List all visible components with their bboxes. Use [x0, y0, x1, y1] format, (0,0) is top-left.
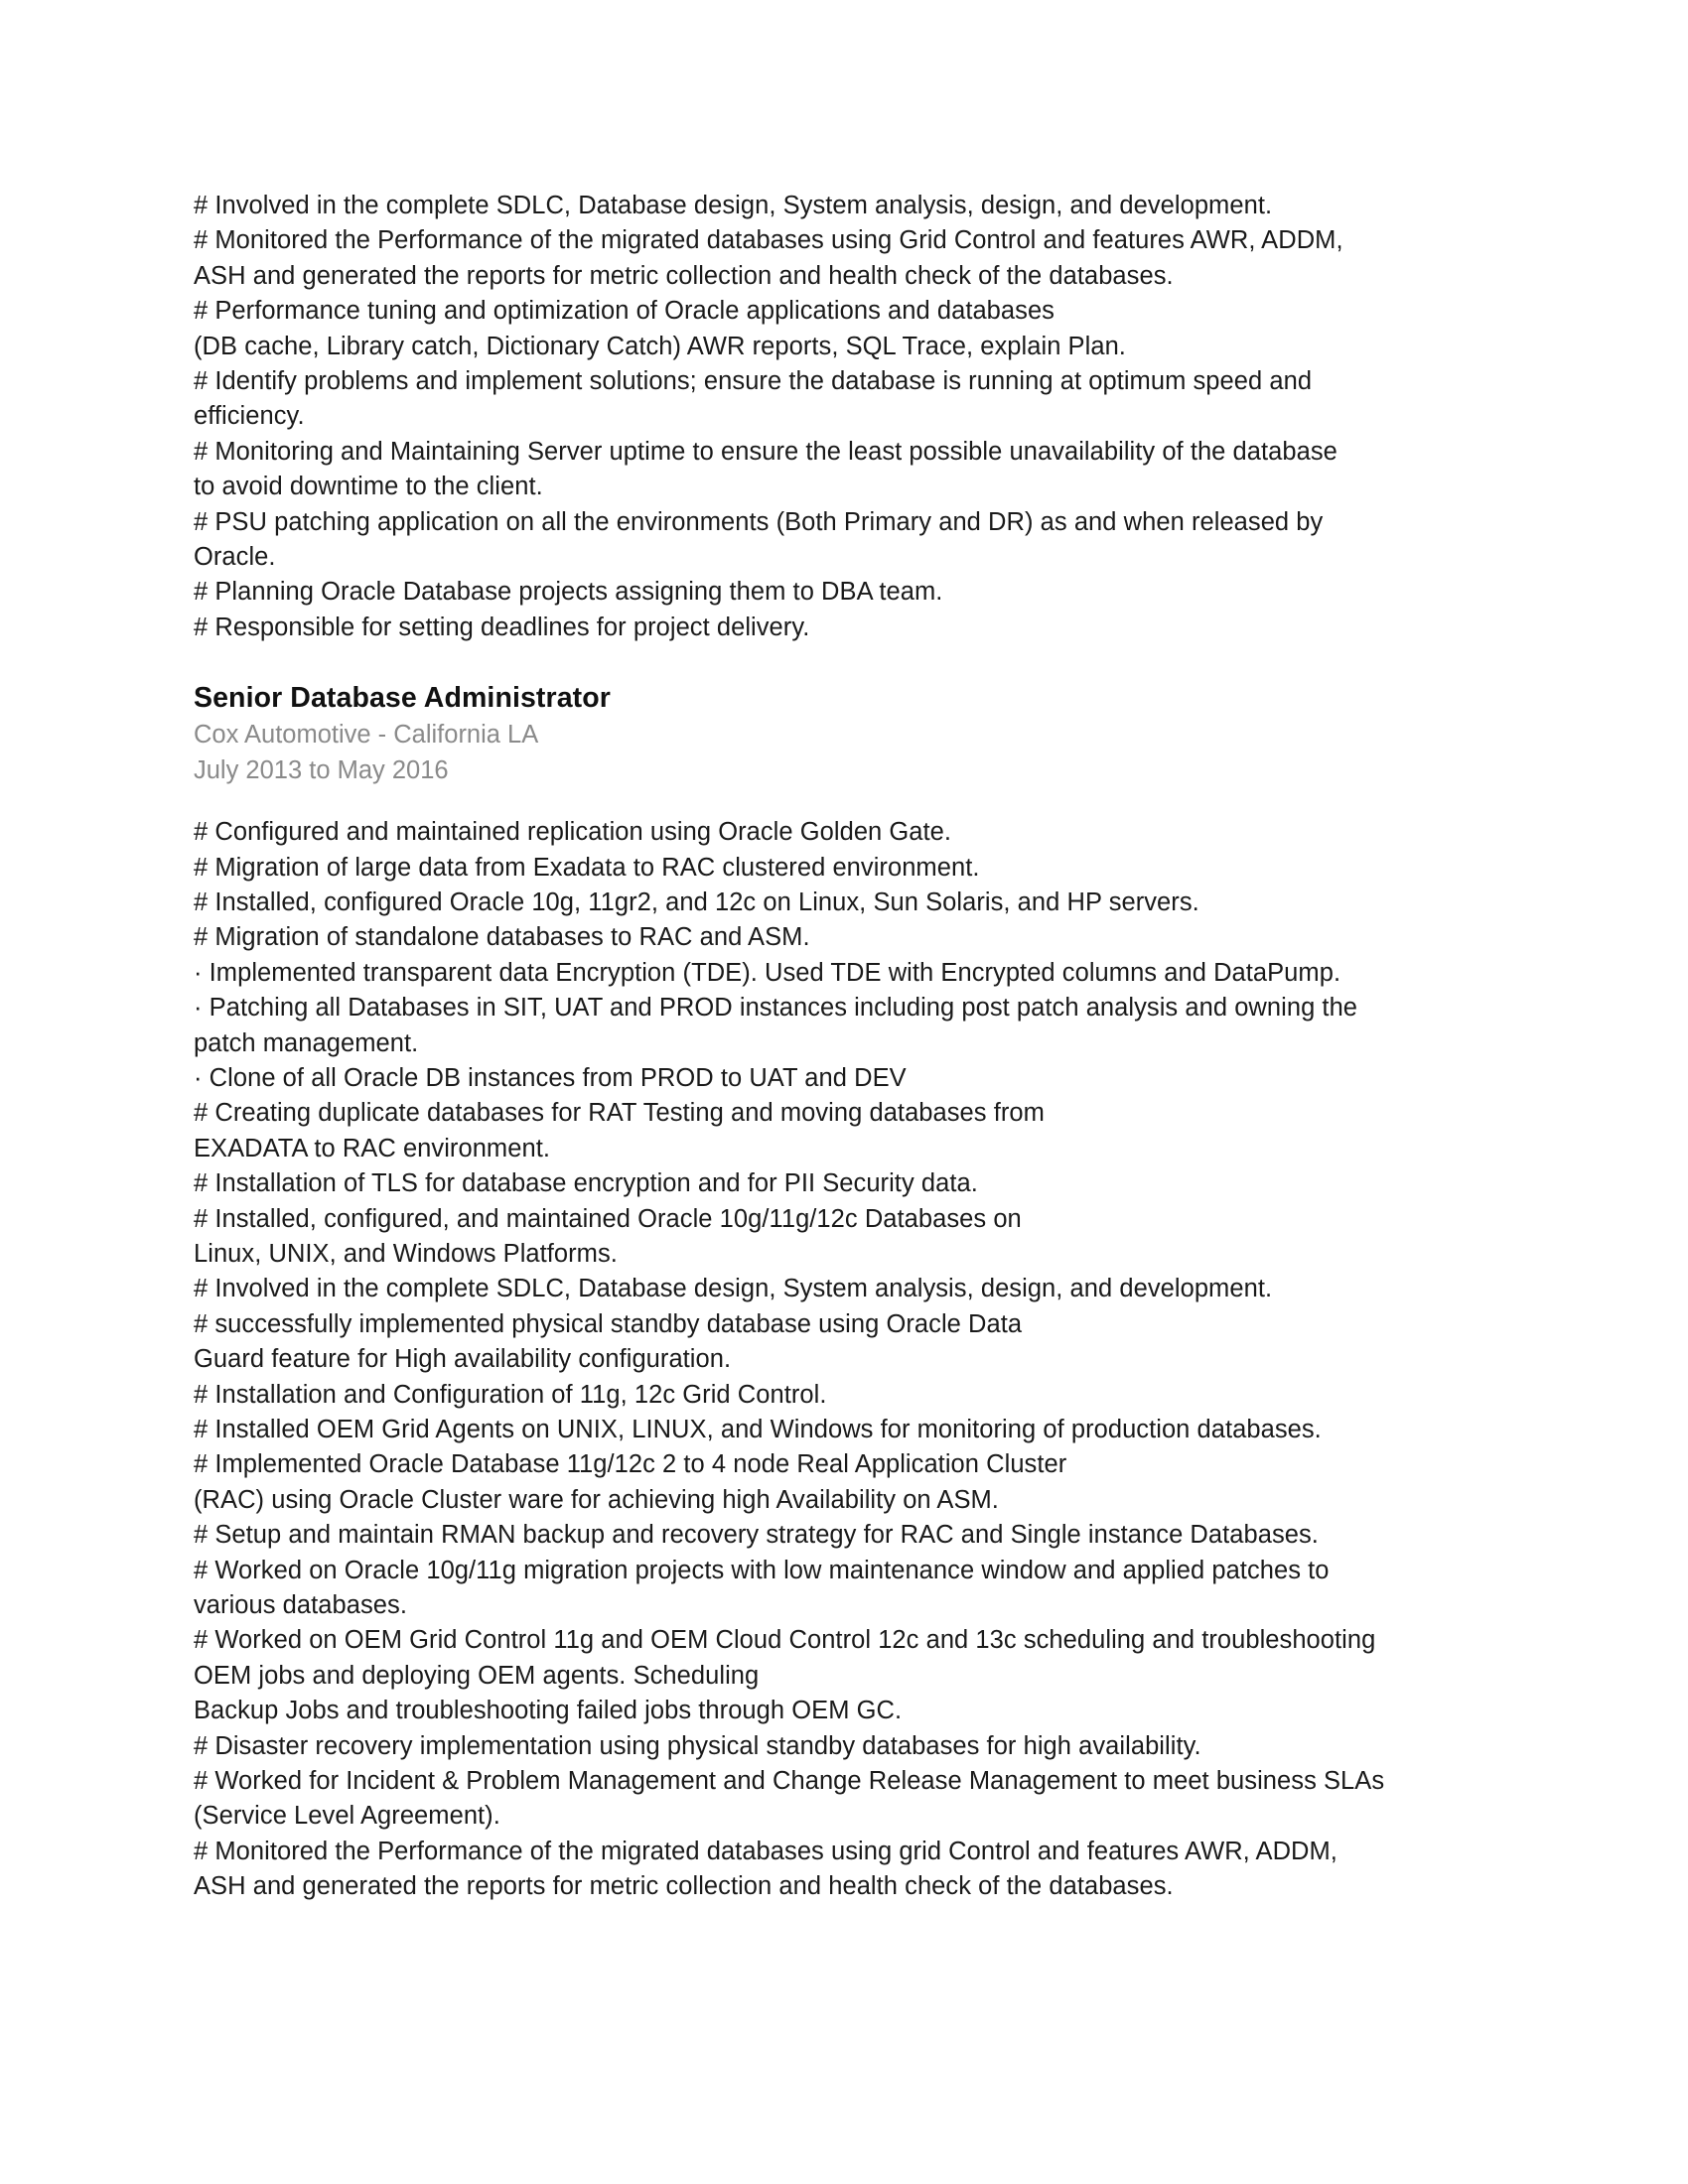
bullet-line: # successfully implemented physical standby database using Oracle Data	[194, 1309, 1023, 1338]
spacer	[194, 788, 1494, 815]
bullet-line: # Installation of TLS for database encryption and for PII Security data.	[194, 1169, 978, 1198]
bullet-line: # Monitored the Performance of the migrated databases using grid Control and features AWR, ADDM,	[194, 1837, 1337, 1865]
bullet-line: # Monitored the Performance of the migrated databases using Grid Control and features AWR, ADDM,	[194, 226, 1343, 255]
bullet-line: # Worked on OEM Grid Control 11g and OEM Cloud Control 12c and 13c scheduling and troubleshooting	[194, 1626, 1376, 1655]
bullet-line: # Installation and Configuration of 11g, 12c Grid Control.	[194, 1380, 827, 1409]
bullet-line: # Involved in the complete SDLC, Database design, System analysis, design, and development.	[194, 1275, 1273, 1303]
bullet-line: · Patching all Databases in SIT, UAT and PROD instances including post patch analysis and owning the	[194, 994, 1358, 1023]
bullet-line: # Installed, configured Oracle 10g, 11gr2, and 12c on Linux, Sun Solaris, and HP servers.	[194, 887, 1199, 916]
bullet-line-continuation: Backup Jobs and troubleshooting failed jobs through OEM GC.	[194, 1697, 903, 1725]
bullet-line-continuation: ASH and generated the reports for metric collection and health check of the databases.	[194, 261, 1174, 290]
bullet-line: # Configured and maintained replication using Oracle Golden Gate.	[194, 818, 952, 847]
bullet-line-continuation: efficiency.	[194, 402, 305, 431]
page-content	[194, 189, 1494, 1905]
bullet-line-continuation: (RAC) using Oracle Cluster ware for achieving high Availability on ASM.	[194, 1485, 999, 1514]
bullet-line: # Installed, configured, and maintained Oracle 10g/11g/12c Databases on	[194, 1204, 1022, 1233]
bullet-line: # Migration of standalone databases to RAC and ASM.	[194, 923, 810, 952]
bullet-line: (DB cache, Library catch, Dictionary Catch) AWR reports, SQL Trace, explain Plan.	[194, 332, 1126, 360]
bullet-line-continuation: OEM jobs and deploying OEM agents. Scheduling	[194, 1661, 760, 1690]
bullet-line: # Performance tuning and optimization of Oracle applications and databases	[194, 297, 1055, 326]
bullet-line: # Installed OEM Grid Agents on UNIX, LINUX, and Windows for monitoring of production databases.	[194, 1416, 1322, 1443]
bullet-line-continuation: various databases.	[194, 1591, 407, 1620]
bullet-line: # Creating duplicate databases for RAT Testing and moving databases from	[194, 1099, 1045, 1128]
bullet-line: # Worked for Incident & Problem Management and Change Release Management to meet business SLAs	[194, 1767, 1385, 1796]
bullet-line-continuation: Guard feature for High availability configuration.	[194, 1345, 732, 1374]
bullet-line-continuation: patch management.	[194, 1028, 419, 1057]
bullet-line: # Migration of large data from Exadata to RAC clustered environment.	[194, 853, 980, 882]
job-dates: July 2013 to May 2016	[194, 755, 449, 784]
bullet-line-continuation: to avoid downtime to the client.	[194, 473, 543, 501]
bullet-line: # Identify problems and implement solutions; ensure the database is running at optimum speed and	[194, 367, 1313, 396]
bullet-line: # Disaster recovery implementation using physical standby databases for high availability.	[194, 1731, 1201, 1760]
bullet-line: # Worked on Oracle 10g/11g migration projects with low maintenance window and applied patches to	[194, 1556, 1330, 1584]
experience-bullets-current-role	[194, 815, 1494, 1905]
bullet-line: # Setup and maintain RMAN backup and recovery strategy for RAC and Single instance Databases.	[194, 1521, 1319, 1550]
bullet-line: # Involved in the complete SDLC, Database design, System analysis, design, and development.	[194, 192, 1273, 219]
bullet-line: # PSU patching application on all the environments (Both Primary and DR) as and when released by	[194, 507, 1324, 536]
bullet-line: · Implemented transparent data Encryption (TDE). Used TDE with Encrypted columns and DataPump.	[194, 958, 1341, 987]
bullet-line: # Monitoring and Maintaining Server uptime to ensure the least possible unavailability of the database	[194, 437, 1337, 466]
job-company-location: Cox Automotive - California LA	[194, 721, 539, 750]
bullet-line: # Responsible for setting deadlines for project delivery.	[194, 613, 810, 641]
bullet-line-continuation: Oracle.	[194, 543, 276, 572]
bullet-line: # Implemented Oracle Database 11g/12c 2 to 4 node Real Application Cluster	[194, 1450, 1067, 1479]
bullet-line-continuation: ASH and generated the reports for metric collection and health check of the databases.	[194, 1872, 1174, 1901]
bullet-line: · Clone of all Oracle DB instances from PROD to UAT and DEV	[194, 1063, 907, 1092]
bullet-line: # Planning Oracle Database projects assigning them to DBA team.	[194, 578, 943, 607]
job-title: Senior Database Administrator	[194, 682, 611, 715]
bullet-line-continuation: Linux, UNIX, and Windows Platforms.	[194, 1239, 618, 1268]
spacer	[194, 645, 1494, 678]
experience-bullets-previous-role	[194, 189, 1494, 645]
bullet-line-continuation: (Service Level Agreement).	[194, 1802, 500, 1831]
bullet-line-continuation: EXADATA to RAC environment.	[194, 1134, 550, 1162]
